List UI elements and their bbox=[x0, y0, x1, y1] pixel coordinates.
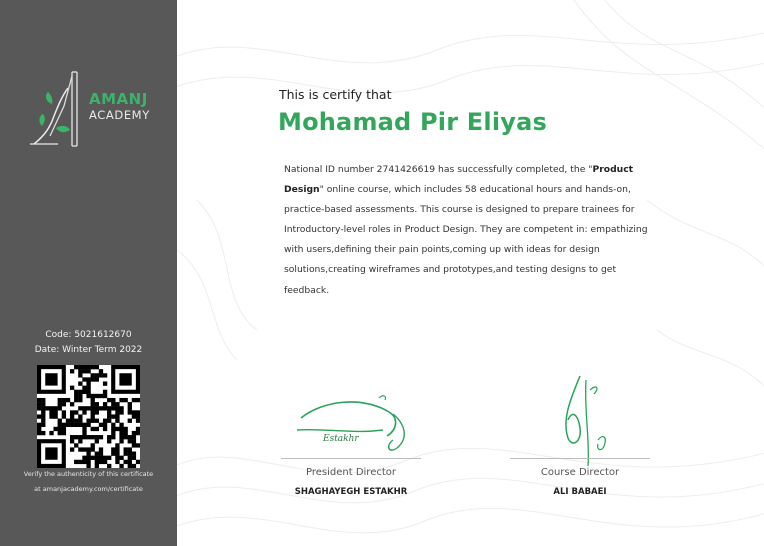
certificate-date: Date: Winter Term 2022 bbox=[34, 345, 143, 355]
course-director-signature-drawing bbox=[550, 370, 630, 470]
verify-text-line2: at amanjacademy.com/certificate bbox=[34, 485, 143, 493]
logo-wordmark bbox=[89, 92, 150, 122]
academy-logo bbox=[28, 66, 158, 150]
signature-line bbox=[281, 458, 421, 459]
signatory-name: ALI BABAEI bbox=[553, 487, 607, 497]
signatory-role: President Director bbox=[306, 467, 396, 478]
verify-text-line1: Verify the authenticity of this certificate bbox=[23, 470, 154, 478]
signatory-name: SHAGHAYEGH ESTAKHR bbox=[294, 487, 408, 497]
signature-text: Estakhr bbox=[323, 434, 359, 444]
course-name: Product Design bbox=[284, 164, 634, 196]
intro-text: This is certify that bbox=[279, 87, 392, 102]
recipient-name: Mohamad Pir Eliyas bbox=[278, 108, 547, 136]
certificate-body bbox=[177, 0, 764, 546]
description-part1: National ID number 2741426619 has successfully completed, the " bbox=[284, 164, 593, 175]
signature-line bbox=[510, 458, 650, 459]
certificate-description bbox=[284, 160, 652, 301]
sidebar-panel bbox=[0, 0, 177, 546]
academy-logo-icon bbox=[28, 66, 88, 150]
signatory-role: Course Director bbox=[540, 467, 620, 478]
qr-code-icon bbox=[37, 365, 140, 468]
description-part2: " online course, which includes 58 educational hours and hands-on, practice-based assessments. This course is designed to prepare trainees for Introductory-level roles in Product Design. They are competent in: empathizing with users,defining their pain points,coming up with ideas for design solutions,creating wireframes and prototypes,and testing designs to get feedback. bbox=[284, 184, 648, 296]
certificate-code: Code: 5021612670 bbox=[45, 330, 132, 340]
brand-name-line1: AMANJ bbox=[89, 90, 148, 108]
brand-name-line2: ACADEMY bbox=[89, 108, 150, 122]
